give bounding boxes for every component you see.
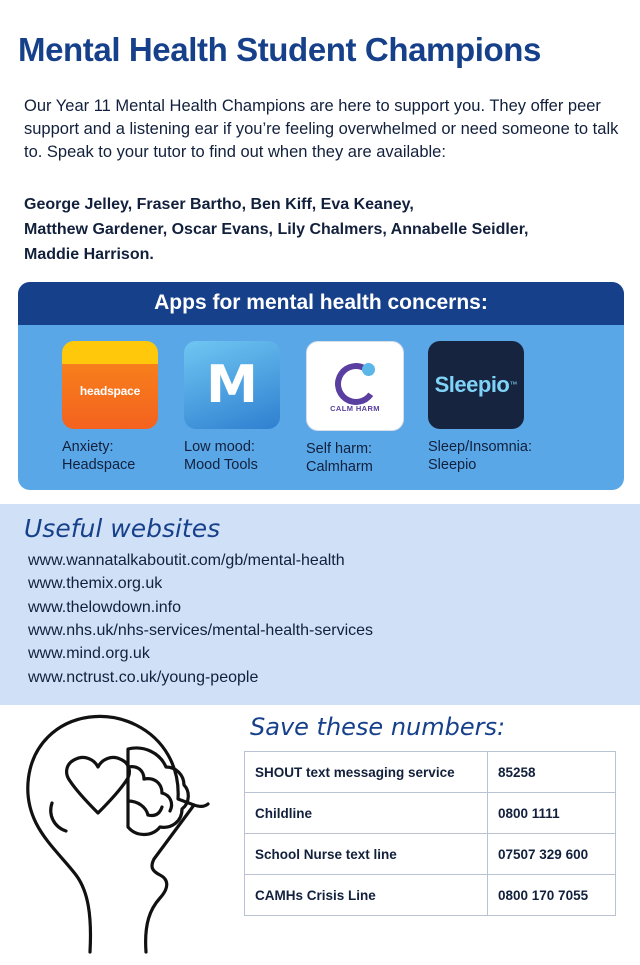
table-row <box>245 793 616 834</box>
app-caption-line: Mood Tools <box>184 456 258 473</box>
mood-tools-logo-text: M <box>206 354 258 415</box>
calm-harm-logo-text: CALM HARM <box>330 403 380 413</box>
app-item-sleepio[interactable] <box>428 341 532 476</box>
champions-line: Maddie Harrison. <box>24 245 154 263</box>
numbers-table <box>244 751 616 916</box>
website-list <box>0 549 640 689</box>
sleepio-trademark: ™ <box>509 380 518 390</box>
website-link[interactable]: www.mind.org.uk <box>28 645 150 663</box>
app-caption <box>428 438 543 474</box>
table-row <box>245 834 616 875</box>
numbers-heading: Save these numbers: <box>250 713 506 742</box>
number-value: 85258 <box>488 752 616 793</box>
app-caption <box>306 440 421 476</box>
sleepio-logo-text: Sleepio <box>434 371 510 397</box>
number-label: School Nurse text line <box>245 834 488 875</box>
number-value: 07507 329 600 <box>488 834 616 875</box>
headspace-logo-text: headspace <box>79 383 141 398</box>
app-item-mood-tools[interactable] <box>184 341 280 476</box>
number-value: 0800 170 7055 <box>488 875 616 916</box>
website-link[interactable]: www.nctrust.co.uk/young-people <box>28 668 259 686</box>
mood-tools-app-icon <box>184 341 280 429</box>
contact-numbers-section <box>0 705 640 965</box>
page-title: Mental Health Student Champions <box>18 31 541 69</box>
useful-websites-section <box>0 504 640 705</box>
apps-list <box>18 325 624 490</box>
app-caption-line: Sleep/Insomnia: <box>428 438 532 455</box>
number-value: 0800 1111 <box>488 793 616 834</box>
intro-paragraph: Our Year 11 Mental Health Champions are here to support you. They offer peer support and a listening ear if you’re feeling overwhelmed or need someone to talk to. Speak to your tutor to find out when they are available: <box>24 96 619 162</box>
app-caption <box>62 438 177 474</box>
poster <box>0 22 640 920</box>
champions-line: George Jelley, Fraser Bartho, Ben Kiff, Eva Keaney, <box>24 196 414 214</box>
number-label: Childline <box>245 793 488 834</box>
website-link[interactable]: www.wannatalkaboutit.com/gb/mental-health <box>28 551 345 569</box>
calm-harm-symbol <box>335 363 375 397</box>
website-link[interactable]: www.thelowdown.info <box>28 598 181 616</box>
table-row <box>245 752 616 793</box>
champions-line: Matthew Gardener, Oscar Evans, Lily Chalmers, Annabelle Seidler, <box>24 221 529 239</box>
app-caption-line: Anxiety: <box>62 438 114 455</box>
number-label: SHOUT text messaging service <box>245 752 488 793</box>
calm-harm-app-icon <box>306 341 404 431</box>
headspace-app-icon <box>62 341 158 429</box>
website-link[interactable]: www.nhs.uk/nhs-services/mental-health-services <box>28 622 374 639</box>
table-row <box>245 875 616 916</box>
app-caption-line: Self harm: <box>306 440 373 457</box>
app-caption-line: Headspace <box>62 456 136 473</box>
app-caption-line: Calmharm <box>306 458 373 475</box>
sleepio-app-icon <box>428 341 524 429</box>
app-caption-line: Sleepio <box>428 456 477 473</box>
website-link[interactable]: www.themix.org.uk <box>28 575 163 593</box>
numbers-block <box>244 713 616 916</box>
app-item-calm-harm[interactable] <box>306 341 402 476</box>
app-caption-line: Low mood: <box>184 438 255 455</box>
apps-panel-heading: Apps for mental health concerns: <box>18 282 624 325</box>
apps-panel <box>18 282 624 490</box>
app-caption <box>184 438 299 474</box>
number-label: CAMHs Crisis Line <box>245 875 488 916</box>
useful-websites-heading: Useful websites <box>24 513 221 543</box>
head-brain-heart-illustration <box>18 709 233 955</box>
app-item-headspace[interactable] <box>62 341 158 476</box>
champions-names <box>0 181 640 267</box>
